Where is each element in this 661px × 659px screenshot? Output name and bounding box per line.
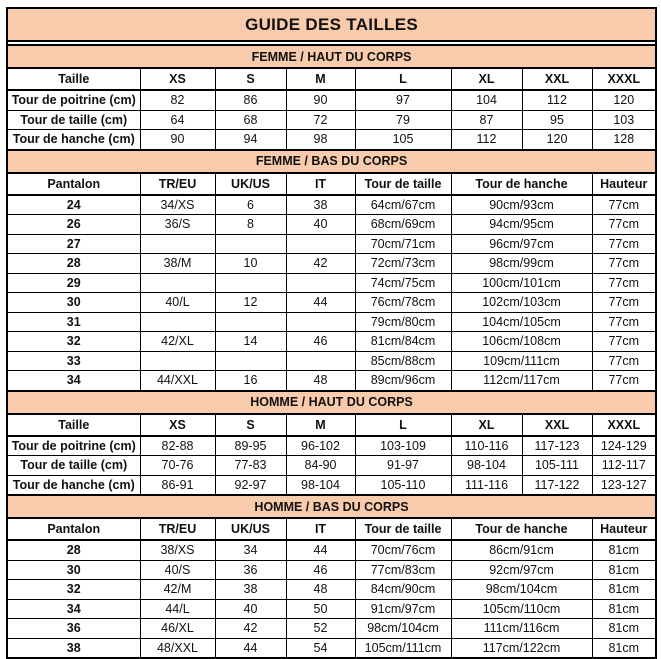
table-row [7,110,656,130]
cell-value: 89cm/96cm [355,371,451,391]
cell-value [286,312,355,332]
section-heading: FEMME / HAUT DU CORPS [7,45,656,68]
cell-value: 97 [355,90,451,110]
row-label: 33 [7,351,140,371]
column-header: Tour de taille [355,518,451,540]
cell-value: 98-104 [286,475,355,495]
cell-value: 10 [215,254,286,274]
cell-value: 90 [286,90,355,110]
cell-value: 77cm/83cm [355,560,451,580]
cell-value: 87 [451,110,522,130]
table-row [7,619,656,639]
table-row [7,130,656,150]
table-row [7,351,656,371]
column-header: M [286,68,355,90]
column-header: S [215,68,286,90]
header-row [7,68,656,90]
cell-value: 81cm [592,599,656,619]
column-header: XXXL [592,68,656,90]
cell-value: 46/XL [140,619,215,639]
cell-value: 105-110 [355,475,451,495]
column-header: Taille [7,414,140,436]
column-header: Taille [7,68,140,90]
cell-value: 81cm [592,560,656,580]
cell-value: 6 [215,195,286,215]
column-header: Tour de taille [355,173,451,195]
column-header: XXL [522,414,592,436]
table-row [7,234,656,254]
cell-value [286,351,355,371]
cell-value: 64 [140,110,215,130]
header-row [7,173,656,195]
cell-value: 90 [140,130,215,150]
page-title: GUIDE DES TAILLES [7,8,656,41]
cell-value: 77cm [592,254,656,274]
cell-value: 81cm [592,619,656,639]
cell-value: 77cm [592,371,656,391]
row-label: 30 [7,293,140,313]
column-header: XL [451,414,522,436]
row-label: 24 [7,195,140,215]
cell-value: 90cm/93cm [451,195,592,215]
cell-value: 105cm/111cm [355,638,451,658]
cell-value: 86-91 [140,475,215,495]
header-row [7,518,656,540]
cell-value: 36/S [140,215,215,235]
cell-value: 38 [286,195,355,215]
cell-value: 81cm [592,580,656,600]
cell-value: 8 [215,215,286,235]
cell-value: 70cm/71cm [355,234,451,254]
cell-value: 104 [451,90,522,110]
table-row [7,332,656,352]
column-header: Tour de hanche [451,173,592,195]
column-header: Pantalon [7,173,140,195]
cell-value: 34/XS [140,195,215,215]
cell-value: 96-102 [286,436,355,456]
cell-value: 117-122 [522,475,592,495]
cell-value: 48 [286,371,355,391]
cell-value: 124-129 [592,436,656,456]
cell-value: 68 [215,110,286,130]
row-label: 34 [7,599,140,619]
cell-value: 94cm/95cm [451,215,592,235]
cell-value: 98cm/104cm [451,580,592,600]
row-label: Tour de poitrine (cm) [7,436,140,456]
cell-value: 42/M [140,580,215,600]
title-row [7,8,656,41]
cell-value: 98 [286,130,355,150]
cell-value: 38/XS [140,540,215,560]
cell-value: 81cm [592,638,656,658]
cell-value: 105 [355,130,451,150]
cell-value: 98cm/104cm [355,619,451,639]
cell-value: 128 [592,130,656,150]
table-row [7,560,656,580]
table-row [7,195,656,215]
row-label: 32 [7,580,140,600]
cell-value: 16 [215,371,286,391]
cell-value: 64cm/67cm [355,195,451,215]
row-label: Tour de hanche (cm) [7,475,140,495]
cell-value: 94 [215,130,286,150]
column-header: UK/US [215,518,286,540]
cell-value: 82-88 [140,436,215,456]
cell-value: 111cm/116cm [451,619,592,639]
cell-value: 54 [286,638,355,658]
cell-value: 77cm [592,195,656,215]
cell-value: 98cm/99cm [451,254,592,274]
row-label: Tour de taille (cm) [7,456,140,476]
table-row [7,436,656,456]
table-row [7,312,656,332]
cell-value: 50 [286,599,355,619]
cell-value: 84-90 [286,456,355,476]
row-label: 30 [7,560,140,580]
cell-value: 74cm/75cm [355,273,451,293]
row-label: 27 [7,234,140,254]
column-header: UK/US [215,173,286,195]
size-guide-table [6,7,657,659]
size-table-body [7,8,656,658]
cell-value: 40/L [140,293,215,313]
cell-value: 84cm/90cm [355,580,451,600]
cell-value: 72cm/73cm [355,254,451,274]
cell-value: 76cm/78cm [355,293,451,313]
cell-value: 117-123 [522,436,592,456]
cell-value: 82 [140,90,215,110]
cell-value: 48/XXL [140,638,215,658]
cell-value: 44 [286,293,355,313]
cell-value: 100cm/101cm [451,273,592,293]
cell-value: 40/S [140,560,215,580]
column-header: Pantalon [7,518,140,540]
cell-value: 48 [286,580,355,600]
cell-value: 123-127 [592,475,656,495]
table-row [7,475,656,495]
column-header: XS [140,414,215,436]
cell-value: 38 [215,580,286,600]
table-row [7,254,656,274]
cell-value [140,273,215,293]
cell-value: 89-95 [215,436,286,456]
cell-value: 77cm [592,332,656,352]
column-header: TR/EU [140,173,215,195]
cell-value: 103-109 [355,436,451,456]
cell-value: 42 [215,619,286,639]
row-label: 34 [7,371,140,391]
cell-value: 77cm [592,215,656,235]
cell-value: 111-116 [451,475,522,495]
cell-value: 120 [592,90,656,110]
row-label: Tour de taille (cm) [7,110,140,130]
cell-value: 12 [215,293,286,313]
cell-value: 72 [286,110,355,130]
cell-value: 14 [215,332,286,352]
column-header: Hauteur [592,518,656,540]
cell-value: 44/XXL [140,371,215,391]
table-row [7,273,656,293]
cell-value: 68cm/69cm [355,215,451,235]
row-label: 26 [7,215,140,235]
column-header: S [215,414,286,436]
cell-value: 120 [522,130,592,150]
cell-value: 34 [215,540,286,560]
cell-value: 91-97 [355,456,451,476]
cell-value: 40 [215,599,286,619]
cell-value: 117cm/122cm [451,638,592,658]
cell-value: 77cm [592,293,656,313]
cell-value: 79 [355,110,451,130]
table-row [7,293,656,313]
cell-value: 96cm/97cm [451,234,592,254]
column-header: Hauteur [592,173,656,195]
cell-value: 70-76 [140,456,215,476]
cell-value: 81cm/84cm [355,332,451,352]
table-row [7,580,656,600]
row-label: Tour de poitrine (cm) [7,90,140,110]
cell-value [286,273,355,293]
cell-value: 44/L [140,599,215,619]
cell-value: 70cm/76cm [355,540,451,560]
cell-value: 112 [522,90,592,110]
row-label: 31 [7,312,140,332]
cell-value: 92-97 [215,475,286,495]
table-row [7,215,656,235]
column-header: TR/EU [140,518,215,540]
cell-value: 81cm [592,540,656,560]
cell-value: 104cm/105cm [451,312,592,332]
cell-value: 105-111 [522,456,592,476]
cell-value [215,273,286,293]
cell-value [215,351,286,371]
row-label: 36 [7,619,140,639]
cell-value: 77cm [592,312,656,332]
row-label: 28 [7,254,140,274]
table-row [7,540,656,560]
cell-value: 77cm [592,351,656,371]
section-heading: HOMME / BAS DU CORPS [7,495,656,518]
table-row [7,456,656,476]
cell-value [140,234,215,254]
row-label: 32 [7,332,140,352]
section-heading: FEMME / BAS DU CORPS [7,150,656,173]
cell-value [140,351,215,371]
row-label: 28 [7,540,140,560]
section-heading: HOMME / HAUT DU CORPS [7,391,656,414]
cell-value: 46 [286,560,355,580]
cell-value: 91cm/97cm [355,599,451,619]
cell-value: 38/M [140,254,215,274]
column-header: L [355,68,451,90]
table-row [7,599,656,619]
cell-value: 42/XL [140,332,215,352]
cell-value: 77-83 [215,456,286,476]
cell-value: 86cm/91cm [451,540,592,560]
row-label: 38 [7,638,140,658]
cell-value: 36 [215,560,286,580]
cell-value [286,234,355,254]
cell-value [215,234,286,254]
cell-value [140,312,215,332]
column-header: XXL [522,68,592,90]
cell-value: 46 [286,332,355,352]
column-header: XL [451,68,522,90]
cell-value: 105cm/110cm [451,599,592,619]
table-row [7,371,656,391]
cell-value: 102cm/103cm [451,293,592,313]
cell-value: 42 [286,254,355,274]
column-header: L [355,414,451,436]
cell-value: 79cm/80cm [355,312,451,332]
cell-value: 112-117 [592,456,656,476]
column-header: M [286,414,355,436]
column-header: Tour de hanche [451,518,592,540]
column-header: IT [286,518,355,540]
column-header: XS [140,68,215,90]
column-header: IT [286,173,355,195]
row-label: 29 [7,273,140,293]
cell-value: 98-104 [451,456,522,476]
cell-value: 112 [451,130,522,150]
cell-value: 110-116 [451,436,522,456]
cell-value [215,312,286,332]
cell-value: 109cm/111cm [451,351,592,371]
cell-value: 44 [286,540,355,560]
cell-value: 112cm/117cm [451,371,592,391]
cell-value: 44 [215,638,286,658]
cell-value: 103 [592,110,656,130]
table-row [7,638,656,658]
cell-value: 77cm [592,234,656,254]
cell-value: 106cm/108cm [451,332,592,352]
column-header: XXXL [592,414,656,436]
cell-value: 86 [215,90,286,110]
table-row [7,90,656,110]
cell-value: 95 [522,110,592,130]
cell-value: 52 [286,619,355,639]
cell-value: 92cm/97cm [451,560,592,580]
row-label: Tour de hanche (cm) [7,130,140,150]
cell-value: 85cm/88cm [355,351,451,371]
cell-value: 77cm [592,273,656,293]
cell-value: 40 [286,215,355,235]
header-row [7,414,656,436]
